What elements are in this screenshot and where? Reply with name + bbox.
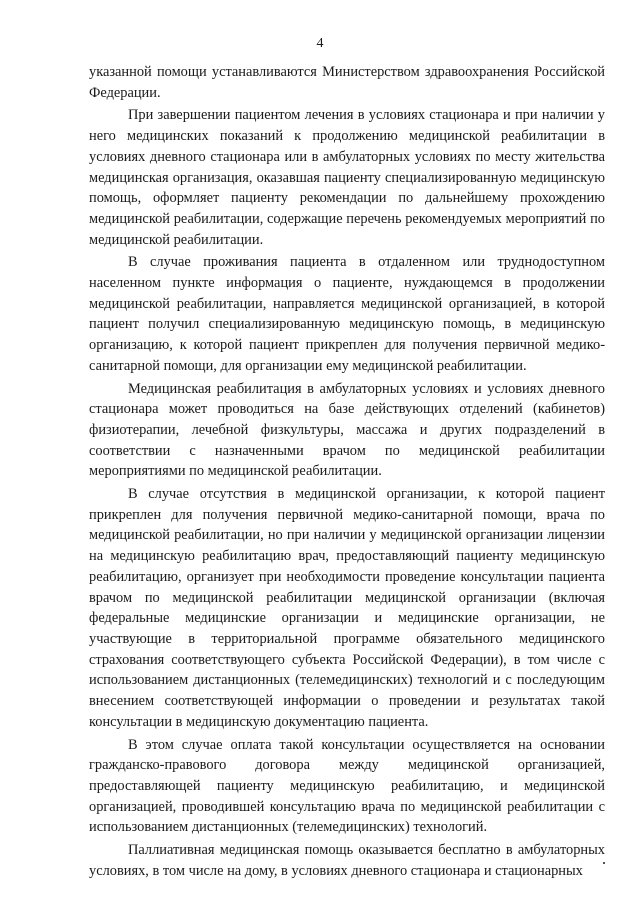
- paragraph-palliative-care: Паллиативная медицинская помощь оказывается бесплатно в амбулаторных условиях, в том числе на дому, в условиях дневного стационара и стационарных: [89, 842, 605, 879]
- paragraph-discharge-recommendations: При завершении пациентом лечения в условиях стационара и при наличии у него медицинских показаний к продолжению медицинской реабилитации в условиях дневного стационара или в амбулаторных условиях по месту жительства медицинская организация, оказавшая пациенту специализированную медицинскую помощь, оформляет пациенту рекомендации по дальнейшему прохождению медицинской реабилитации, содержащие перечень рекомендуемых мероприятий по медицинской реабилитации.: [89, 107, 605, 248]
- document-body: [89, 62, 605, 883]
- paragraph-outpatient-rehabilitation: Медицинская реабилитация в амбулаторных условиях и условиях дневного стационара может проводиться на базе действующих отделений (кабинетов) физиотерапии, лечебной физкультуры, массажа и других подразделений в соответствии с назначенными врачом по медицинской реабилитации мероприятиями по медицинской реабилитации.: [89, 380, 605, 480]
- paragraph-continuation: указанной помощи устанавливаются Министерством здравоохранения Российской Федерации.: [89, 64, 605, 101]
- page-number: 4: [316, 36, 324, 51]
- paragraph-consultation-payment: В этом случае оплата такой консультации осуществляется на основании гражданско-правового договора между медицинской организацией, предоставляющей пациенту медицинскую реабилитацию, и медицинской организацией, проводившей консультацию врача по медицинской реабилитации с использованием дистанционных (телемедицинских) технологий.: [89, 736, 605, 836]
- scan-dot-mark: [603, 862, 605, 864]
- paragraph-absent-doctor-consultation: В случае отсутствия в медицинской организации, к которой пациент прикреплен для получения первичной медико-санитарной помощи, врача по медицинской реабилитации, но при наличии у медицинской организации лицензии на медицинскую реабилитацию врач, предоставляющий пациенту медицинскую реабилитацию, организует при необходимости проведение консультации пациента врачом по медицинской реабилитации медицинской организации (включая федеральные медицинские организации и медицинские организации, не участвующие в территориальной программе обязательного медицинского страхования соответствующего субъекта Российской Федерации), в том числе с использованием дистанционных (телемедицинских) технологий и с последующим внесением соответствующей информации о проведении и результатах такой консультации в медицинскую документацию пациента.: [89, 486, 605, 730]
- paragraph-remote-settlement: В случае проживания пациента в отдаленном или труднодоступном населенном пункте информация о пациенте, нуждающемся в продолжении медицинской реабилитации, направляется медицинской организацией, в которой пациент получил специализированную медицинскую помощь, в медицинскую организацию, к которой пациент прикреплен для получения первичной медико-санитарной помощи, для организации ему медицинской реабилитации.: [89, 254, 605, 374]
